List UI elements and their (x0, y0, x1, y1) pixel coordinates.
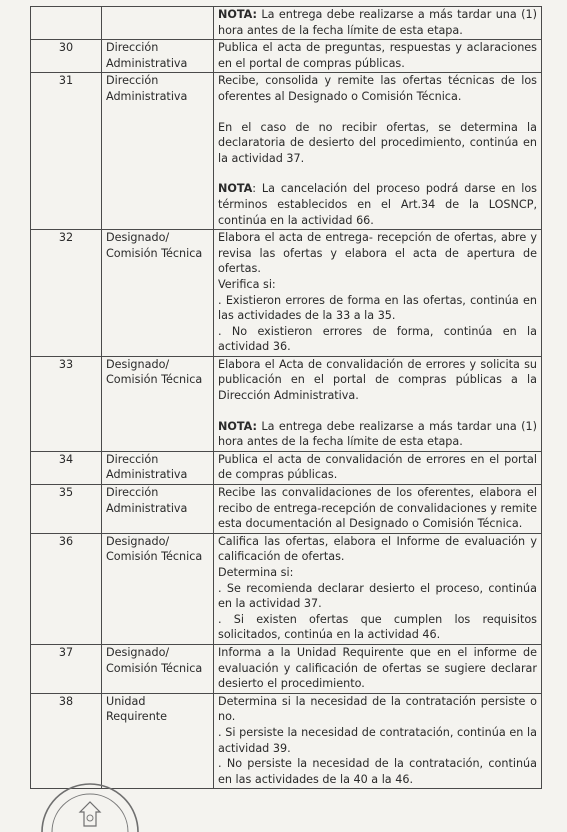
paragraph-text: : La cancelación del proceso podrá darse en los términos establecidos en el Art.34 de la LOSNCP, continúa en la actividad 66. (218, 182, 537, 227)
paragraph-text: Recibe las convalidaciones de los oferentes, elabora el recibo de entrega-recepción de convalidaciones y remite esta documentación al Designado o Comisión Técnica. (218, 486, 537, 531)
paragraph-text: . Existieron errores de forma en las ofertas, continúa en las actividades de la 33 a la 35. (218, 293, 537, 323)
activity-number: 33 (31, 356, 102, 451)
table-row (31, 693, 542, 789)
activity-number: 37 (31, 644, 102, 693)
responsible-unit (102, 7, 214, 40)
activity-description (214, 485, 542, 534)
paragraph-text: Elabora el Acta de convalidación de errores y solicita su publicación en el portal de compras públicas a la Dirección Administrativa. (218, 357, 537, 403)
activity-description (214, 73, 542, 230)
table-row (31, 7, 542, 40)
description-paragraph (218, 645, 537, 692)
activity-description (214, 533, 542, 644)
responsible-unit: Dirección Administrativa (102, 451, 214, 484)
paragraph-text: . Se recomienda declarar desierto el proceso, continúa en la actividad 37. (218, 581, 537, 611)
description-paragraph (218, 756, 537, 787)
responsible-unit: Designado/ Comisión Técnica (102, 230, 214, 357)
description-paragraph (218, 485, 537, 532)
table-row (31, 230, 542, 357)
procedure-rows (31, 7, 542, 789)
table-row (31, 644, 542, 693)
activity-description (214, 451, 542, 484)
activity-number: 32 (31, 230, 102, 357)
paragraph-text: Determina si la necesidad de la contratación persiste o no. (218, 694, 537, 724)
description-paragraph (218, 120, 537, 167)
description-paragraph (218, 534, 537, 565)
paragraph-text: En el caso de no recibir ofertas, se determina la declaratoria de desierto del procedimiento, continúa en la actividad 37. (218, 120, 537, 165)
description-paragraph (218, 612, 537, 643)
description-paragraph (218, 230, 537, 277)
paragraph-text: Publica el acta de preguntas, respuestas y aclaraciones en el portal de compras públicas. (218, 41, 537, 70)
activity-number: 34 (31, 451, 102, 484)
activity-number (31, 7, 102, 40)
description-paragraph (218, 324, 537, 355)
activity-description (214, 7, 542, 40)
description-paragraph (218, 694, 537, 725)
description-paragraph (218, 452, 537, 483)
activity-description (214, 356, 542, 451)
table-row (31, 73, 542, 230)
paragraph-text: Elabora el acta de entrega- recepción de ofertas, abre y revisa las ofertas y elabora el acta de apertura de ofertas. (218, 231, 537, 276)
paragraph-text: Califica las ofertas, elabora el Informe de evaluación y calificación de ofertas. (218, 534, 537, 564)
activity-number: 30 (31, 40, 102, 73)
activity-description (214, 40, 542, 73)
paragraph-text: Informa a la Unidad Requirente que en el informe de evaluación y calificación de ofertas se sugiere declarar desierto el procedimiento. (218, 645, 537, 691)
description-paragraph (218, 40, 537, 71)
responsible-unit: Designado/ Comisión Técnica (102, 356, 214, 451)
table-row (31, 485, 542, 534)
description-paragraph (218, 277, 537, 293)
note-paragraph (218, 7, 537, 38)
responsible-unit: Designado/ Comisión Técnica (102, 644, 214, 693)
activity-number: 35 (31, 485, 102, 534)
note-paragraph (218, 419, 537, 450)
activity-number: 31 (31, 73, 102, 230)
responsible-unit: Dirección Administrativa (102, 40, 214, 73)
description-paragraph (218, 581, 537, 612)
paragraph-text: La entrega debe realizarse a más tardar una (1) hora antes de la fecha límite de esta etapa. (218, 419, 537, 449)
paragraph-text: Publica el acta de convalidación de errores en el portal de compras públicas. (218, 452, 537, 482)
paragraph-text: Verifica si: (218, 277, 276, 291)
paragraph-text: . Si existen ofertas que cumplen los requisitos solicitados, continúa en la actividad 46. (218, 612, 537, 642)
responsible-unit: Unidad Requirente (102, 693, 214, 789)
procedure-table (30, 6, 542, 789)
description-paragraph (218, 725, 537, 756)
table-row (31, 451, 542, 484)
table-row (31, 40, 542, 73)
table-row (31, 533, 542, 644)
responsible-unit: Dirección Administrativa (102, 73, 214, 230)
activity-description (214, 230, 542, 357)
description-paragraph (218, 565, 537, 581)
description-paragraph (218, 73, 537, 104)
seal-stamp (34, 782, 144, 832)
activity-description (214, 693, 542, 789)
responsible-unit: Designado/ Comisión Técnica (102, 533, 214, 644)
note-label: NOTA: (218, 8, 257, 21)
note-paragraph (218, 181, 537, 228)
note-label: NOTA (218, 182, 253, 196)
activity-number: 36 (31, 533, 102, 644)
note-label: NOTA: (218, 419, 257, 433)
paragraph-text: La entrega debe realizarse a más tardar una (1) hora antes de la fecha límite de esta etapa. (218, 8, 537, 37)
description-paragraph (218, 293, 537, 324)
activity-number: 38 (31, 693, 102, 789)
table-row (31, 356, 542, 451)
paragraph-text: Determina si: (218, 566, 294, 579)
activity-description (214, 644, 542, 693)
description-paragraph (218, 357, 537, 404)
paragraph-text: Recibe, consolida y remite las ofertas técnicas de los oferentes al Designado o Comisión Técnica. (218, 74, 537, 103)
paragraph-text: . Si persiste la necesidad de contratación, continúa en la actividad 39. (218, 725, 537, 755)
paragraph-text: . No existieron errores de forma, continúa en la actividad 36. (218, 324, 537, 354)
paragraph-text: . No persiste la necesidad de la contratación, continúa en las actividades de la 40 a la 46. (218, 757, 537, 786)
responsible-unit: Dirección Administrativa (102, 485, 214, 534)
